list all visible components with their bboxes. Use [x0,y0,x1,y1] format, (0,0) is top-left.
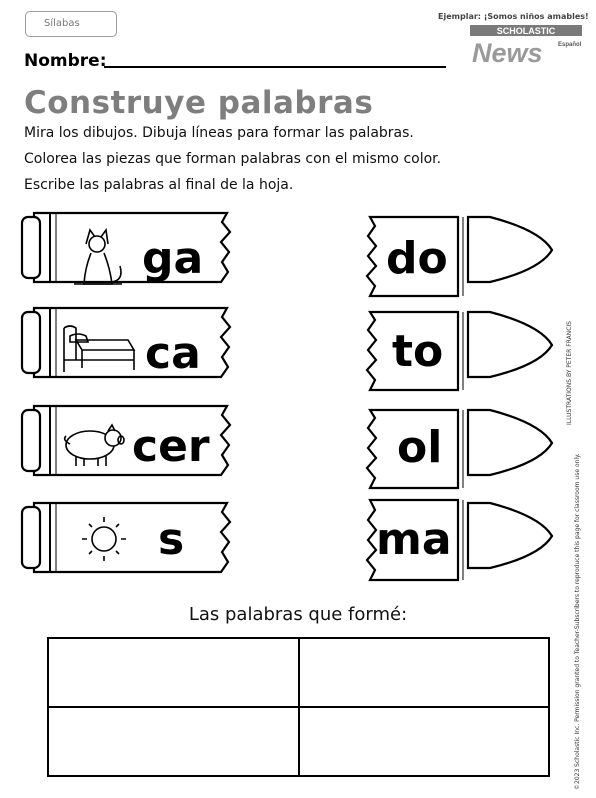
svg-text:News: News [472,38,543,65]
name-line[interactable] [104,66,446,68]
svg-text:SCHOLASTIC: SCHOLASTIC [496,26,556,36]
right-piece-3[interactable] [367,410,552,488]
answer-box-3[interactable] [48,707,299,776]
right-syllable-3: ol [397,422,443,473]
answer-box-4[interactable] [299,707,550,776]
answer-box-1[interactable] [48,638,299,707]
name-label: Nombre: [24,51,107,71]
left-syllable-3: cer [132,421,210,472]
instruction-2: Colorea las piezas que forman palabras con el mismo color. [24,151,442,167]
answer-grid [47,637,550,777]
left-syllable-1: ga [142,233,204,284]
answer-box-2[interactable] [299,638,550,707]
skill-tag: Sílabas [25,11,117,37]
left-syllable-2: ca [145,328,201,379]
right-syllable-2: to [392,326,444,377]
scholastic-news-logo [470,25,582,65]
right-syllable-1: do [386,233,448,284]
svg-text:Español: Español [558,42,582,48]
right-syllable-4: ma [376,514,452,565]
left-syllable-4: s [158,514,185,565]
left-piece-4[interactable] [22,503,230,572]
page-title: Construye palabras [24,85,374,121]
instruction-3: Escribe las palabras al final de la hoja. [24,177,294,193]
answer-title: Las palabras que formé: [188,604,408,625]
instruction-1: Mira los dibujos. Dibuja líneas para formar las palabras. [24,125,414,141]
series-title: Ejemplar: ¡Somos niños amables! [438,12,589,21]
copyright-note: ©2023 Scholastic Inc. Permission granted to Teacher-Subscribers to reproduce this page for classroom use only. [574,453,581,790]
illustration-credit: ILLUSTRATIONS BY PETER FRANCIS [566,321,573,425]
crayon-puzzle [0,200,596,590]
